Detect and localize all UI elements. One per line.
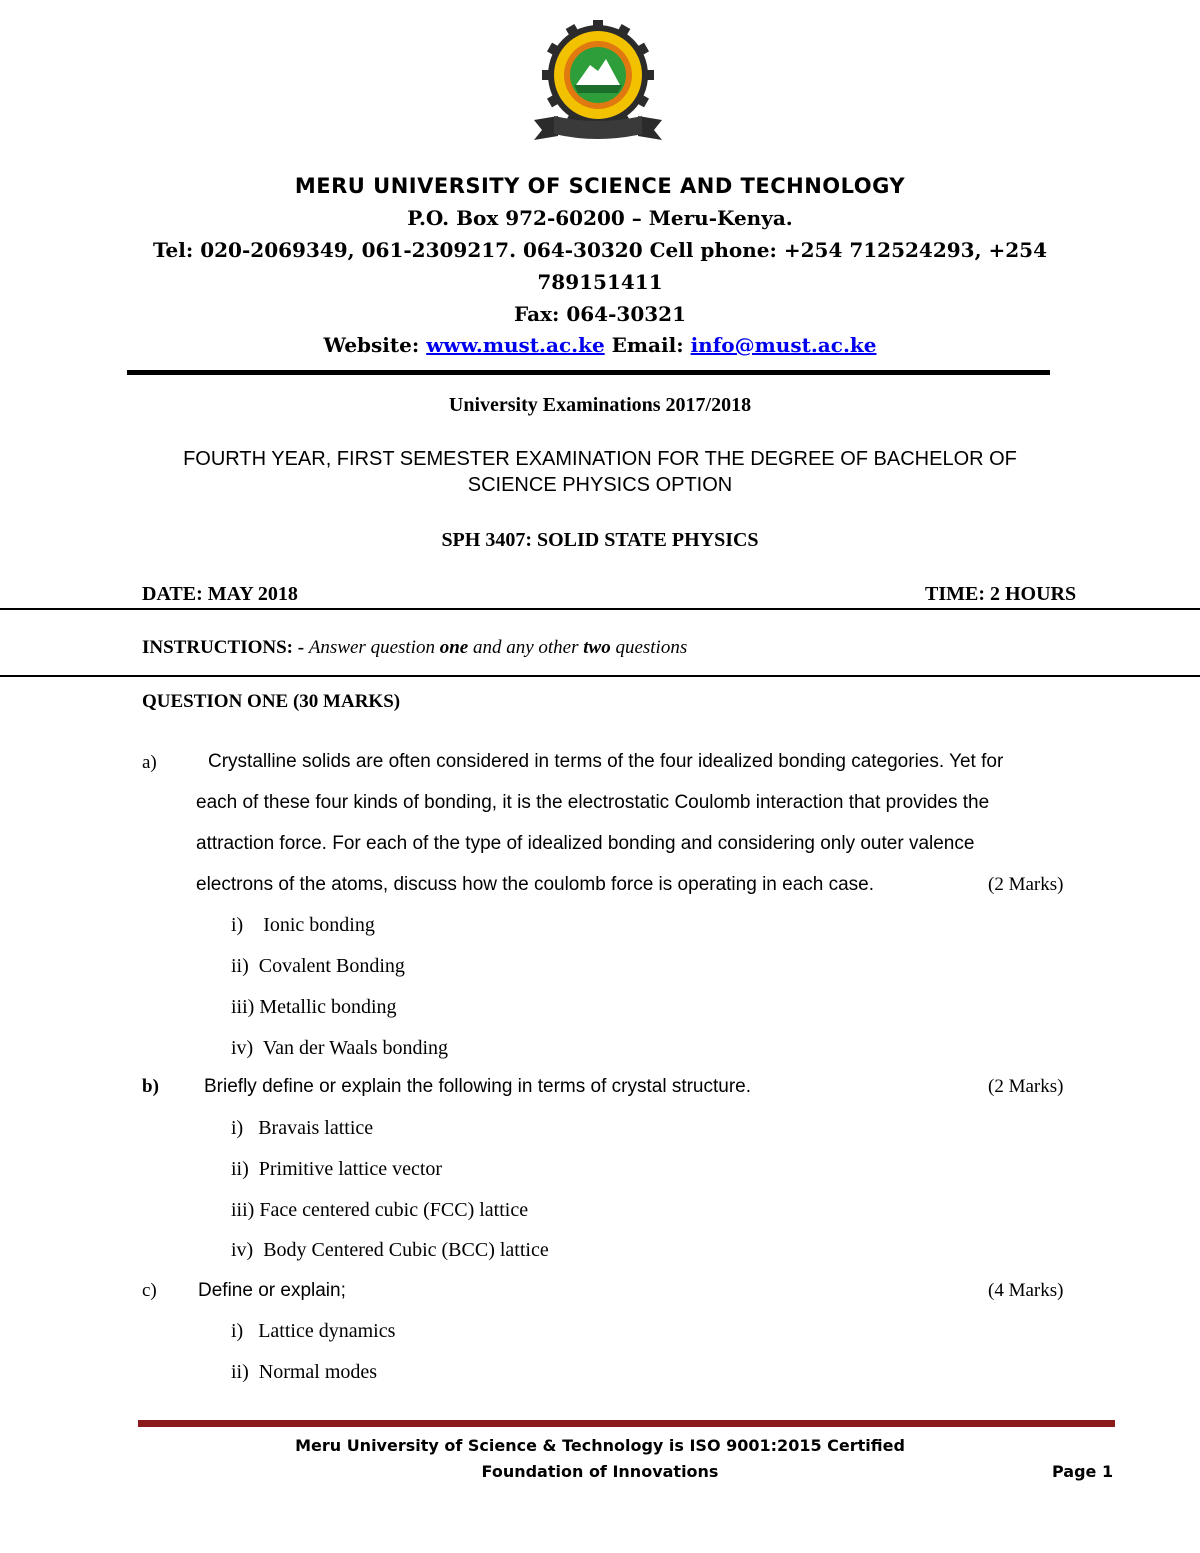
instructions-text-3: questions xyxy=(615,637,688,658)
question-b-marks: (2 Marks) xyxy=(988,1076,1064,1097)
question-a-line3: attraction force. For each of the type of idealized bonding and considering only outer valence xyxy=(196,833,975,854)
instructions-text: Answer question xyxy=(308,637,435,658)
question-a-item: i) Ionic bonding xyxy=(231,914,375,936)
website-link[interactable]: www.must.ac.ke xyxy=(426,333,605,357)
exam-title: University Examinations 2017/2018 xyxy=(448,394,752,416)
instructions-text-2: and any other xyxy=(472,637,579,658)
question-b-label: b) xyxy=(142,1076,159,1097)
question-b-text: Briefly define or explain the following in terms of crystal structure. xyxy=(204,1076,752,1097)
question-one-heading: QUESTION ONE (30 MARKS) xyxy=(142,691,401,712)
question-b-item: iv) Body Centered Cubic (BCC) lattice xyxy=(231,1239,549,1261)
question-a-line2: each of these four kinds of bonding, it is the electrostatic Coulomb interaction that provides the xyxy=(196,792,990,813)
exam-time: TIME: 2 HOURS xyxy=(925,583,1077,605)
date-divider xyxy=(0,608,1200,610)
telephone-line-continued: 789151411 xyxy=(537,270,663,294)
degree-line: FOURTH YEAR, FIRST SEMESTER EXAMINATION FOR THE DEGREE OF BACHELOR OF xyxy=(183,448,1017,470)
question-a-label: a) xyxy=(142,752,157,773)
course-title: SPH 3407: SOLID STATE PHYSICS xyxy=(441,529,759,551)
instructions-label: INSTRUCTIONS: - xyxy=(142,637,305,658)
question-c-item: i) Lattice dynamics xyxy=(231,1320,396,1342)
header-divider xyxy=(127,370,1050,375)
question-a-line4: electrons of the atoms, discuss how the coulomb force is operating in each case. xyxy=(196,874,875,895)
question-a-line1: Crystalline solids are often considered in terms of the four idealized bonding categories. Yet for xyxy=(208,751,1004,772)
degree-line-continued: SCIENCE PHYSICS OPTION xyxy=(467,474,733,496)
question-b-item: i) Bravais lattice xyxy=(231,1117,374,1139)
question-a-item: ii) Covalent Bonding xyxy=(231,955,405,977)
email-label: Email: xyxy=(611,333,684,357)
exam-date: DATE: MAY 2018 xyxy=(142,583,298,605)
question-a-item: iii) Metallic bonding xyxy=(231,996,397,1018)
footer-certification: Meru University of Science & Technology is ISO 9001:2015 Certified xyxy=(295,1436,905,1455)
page-number: Page 1 xyxy=(1052,1462,1114,1481)
website-label: Website: xyxy=(323,333,420,357)
footer-motto: Foundation of Innovations xyxy=(481,1462,719,1481)
footer-divider xyxy=(138,1420,1115,1427)
instructions-divider xyxy=(0,675,1200,677)
university-logo xyxy=(528,20,668,144)
question-c-item: ii) Normal modes xyxy=(231,1361,378,1383)
question-b-item: ii) Primitive lattice vector xyxy=(231,1158,443,1180)
telephone-line: Tel: 020-2069349, 061-2309217. 064-30320 Cell phone: +254 712524293, +254 xyxy=(152,238,1048,262)
contact-line xyxy=(0,333,1200,357)
question-b-item: iii) Face centered cubic (FCC) lattice xyxy=(231,1199,529,1221)
question-c-text: Define or explain; xyxy=(198,1280,346,1301)
question-a-marks: (2 Marks) xyxy=(988,874,1064,895)
question-c-label: c) xyxy=(142,1280,157,1301)
question-c-marks: (4 Marks) xyxy=(988,1280,1064,1301)
university-seal-icon xyxy=(528,20,668,144)
instructions-emphasis-two: two xyxy=(583,637,611,658)
email-link[interactable]: info@must.ac.ke xyxy=(690,333,877,357)
po-box: P.O. Box 972-60200 – Meru-Kenya. xyxy=(407,206,793,230)
instructions-emphasis-one: one xyxy=(439,637,469,658)
instructions xyxy=(142,637,687,659)
question-a-item: iv) Van der Waals bonding xyxy=(231,1037,449,1059)
fax: Fax: 064-30321 xyxy=(514,302,686,326)
university-name: MERU UNIVERSITY OF SCIENCE AND TECHNOLOGY xyxy=(294,174,906,198)
